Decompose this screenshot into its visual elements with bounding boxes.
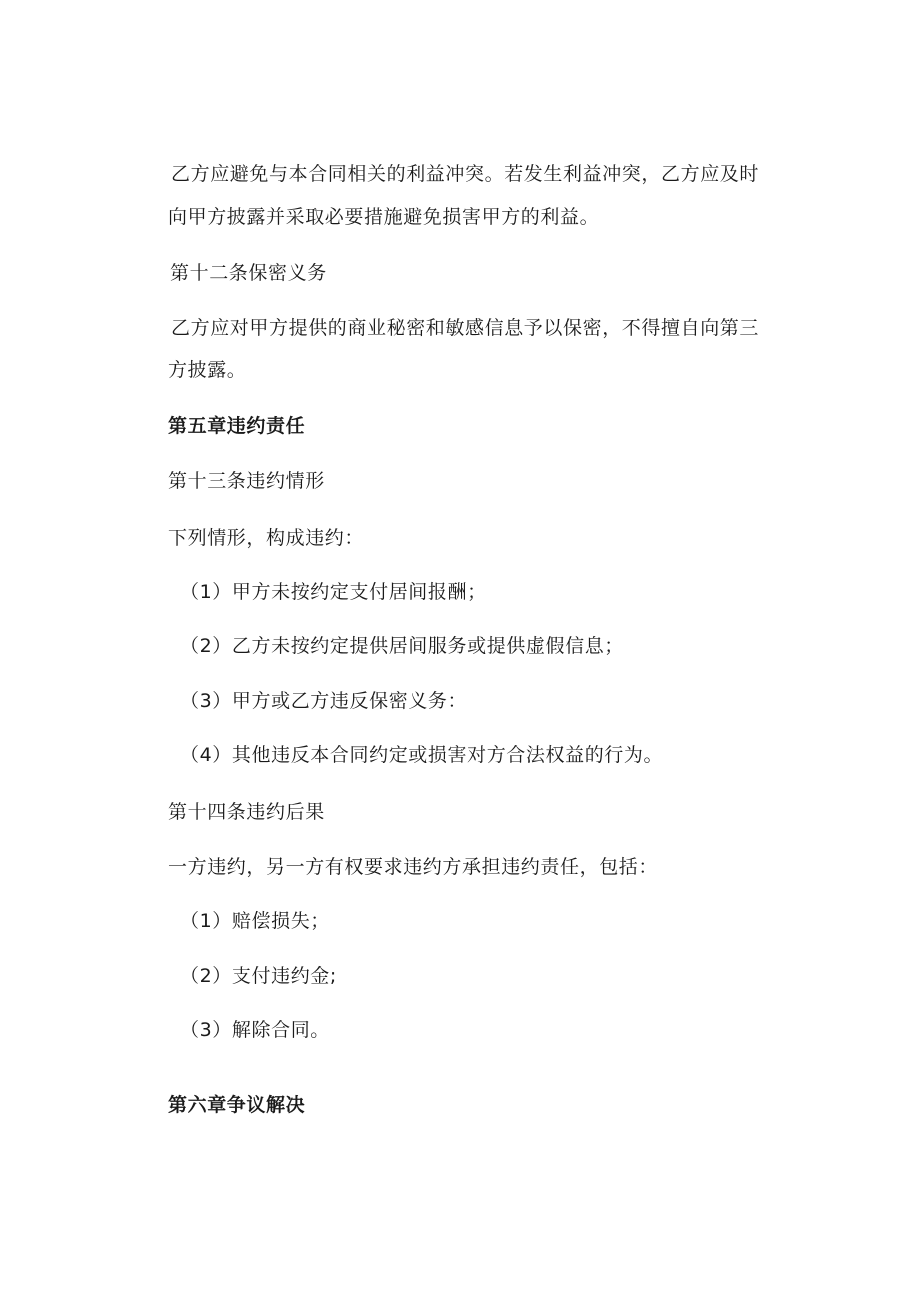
article-heading: 第十四条违约后果 xyxy=(168,801,325,823)
chapter-heading: 第六章争议解决 xyxy=(168,1094,306,1116)
paragraph-line: 下列情形，构成违约： xyxy=(168,527,365,549)
chapter-heading: 第五章违约责任 xyxy=(168,415,306,437)
list-item: （2）乙方未按约定提供居间服务或提供虚假信息； xyxy=(180,635,624,657)
article-heading: 第十三条违约情形 xyxy=(168,470,325,492)
list-item: （4）其他违反本合同约定或损害对方合法权益的行为。 xyxy=(180,744,664,766)
list-item: （1）赔偿损失； xyxy=(180,910,330,932)
article-heading: 第十二条保密义务 xyxy=(170,262,327,284)
paragraph-line: 乙方应避免与本合同相关的利益冲突。若发生利益冲突，乙方应及时 xyxy=(171,163,760,185)
list-item: （2）支付违约金; xyxy=(180,965,337,987)
paragraph-line: 方披露。 xyxy=(168,359,247,381)
paragraph-line: 向甲方披露并采取必要措施避免损害甲方的利益。 xyxy=(168,206,600,228)
paragraph-line: 一方违约，另一方有权要求违约方承担违约责任，包括： xyxy=(168,856,659,878)
list-item: （1）甲方未按约定支付居间报酬； xyxy=(180,581,487,603)
paragraph-line: 乙方应对甲方提供的商业秘密和敏感信息予以保密，不得擅自向第三 xyxy=(171,317,760,339)
list-item: （3）甲方或乙方违反保密义务： xyxy=(180,690,468,712)
list-item: （3）解除合同。 xyxy=(180,1019,330,1041)
